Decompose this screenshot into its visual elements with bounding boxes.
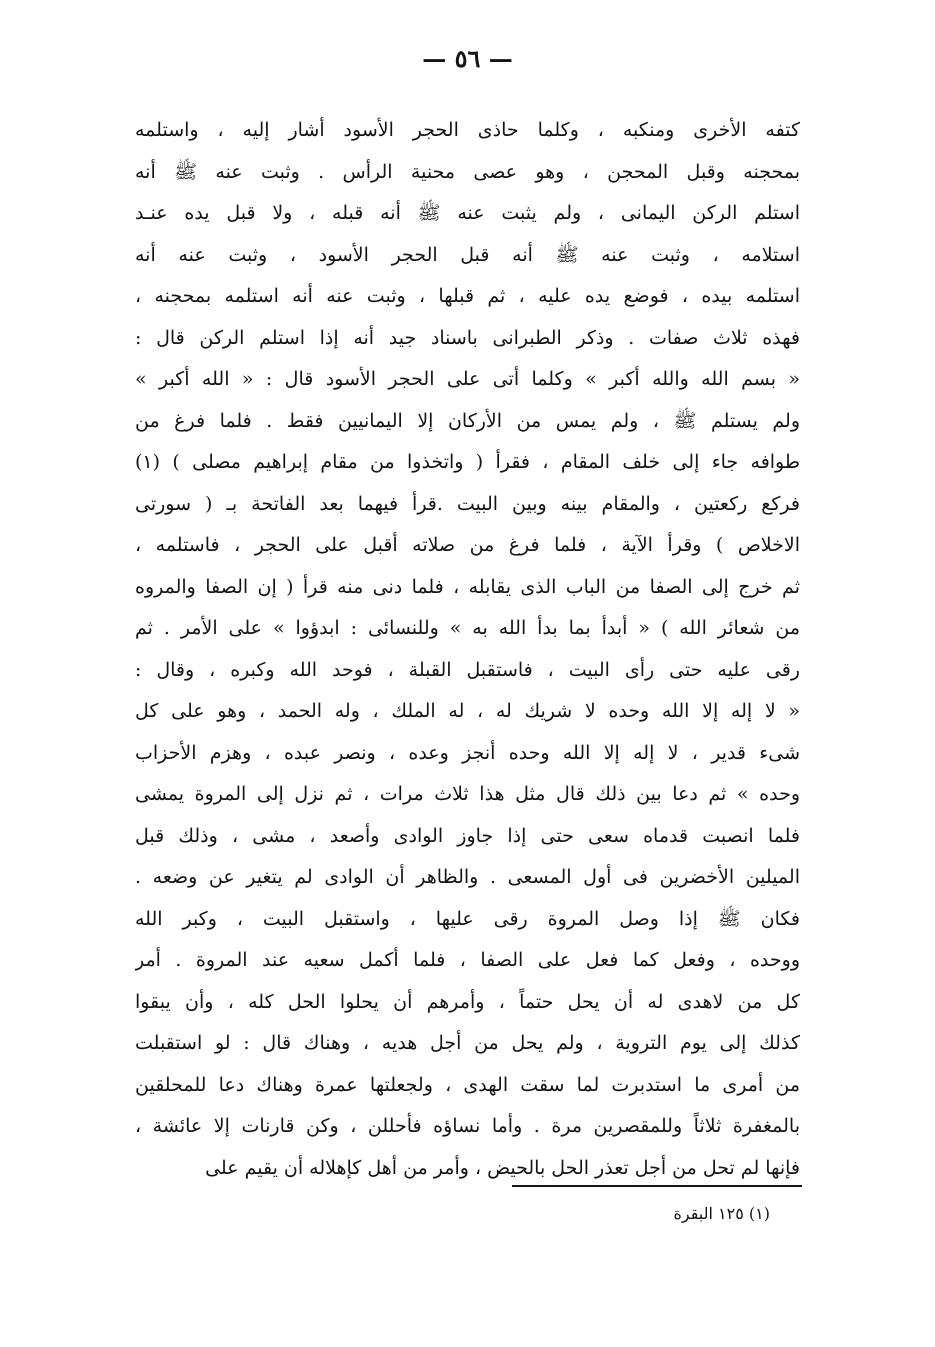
text-line: رقى عليه حتى رأى البيت ، فاستقبل القبلة ، فوحد الله وكبره ، وقال : (135, 658, 800, 681)
footnote-divider (512, 1185, 802, 1187)
text-line: فإنها لم تحل من أجل تعذر الحل بالحيض ، وأمر من أهل كإهلاله أن يقيم على (205, 1156, 800, 1179)
text-line: « بسم الله والله أكبر » وكلما أتى على الحجر الأسود قال : « الله أكبر » (135, 368, 800, 390)
text-line: استلامه ، وثبت عنه ﷺ أنه قبل الحجر الأسود ، وثبت عنه أنه (135, 243, 800, 266)
text-line: من شعائر الله ) « أبدأ بما بدأ الله به » وللنسائى : ابدؤوا » على الأمر . ثم (135, 617, 800, 639)
text-line: شىء قدير ، لا إله إلا الله وحده أنجز وعده ، ونصر عبده ، وهزم الأحزاب (135, 741, 800, 764)
text-line: طوافه جاء إلى خلف المقام ، فقرأ ( واتخذوا من مقام إبراهيم مصلى ) (١) (135, 451, 800, 473)
page-number: — ٥٦ — (422, 44, 513, 73)
text-line: « لا إله إلا الله وحده لا شريك له ، له الملك ، وله الحمد ، وهو على كل (135, 700, 800, 722)
text-line: فكان ﷺ إذا وصل المروة رقى عليها ، واستقبل البيت ، وكبر الله (135, 907, 800, 930)
text-line: كل من لاهدى له أن يحل حتماً ، وأمرهم أن يحلوا الحل كله ، وأن يبقوا (135, 990, 800, 1013)
text-line: ثم خرج إلى الصفا من الباب الذى يقابله ، فلما دنى منه قرأ ( إن الصفا والمروه (135, 575, 800, 598)
body-text (135, 110, 800, 1189)
text-line: ووحده ، وفعل كما فعل على الصفا ، فلما أكمل سعيه عند المروة . أمر (135, 949, 800, 971)
text-line: بمحجنه وقبل المحجن ، وهو عصى محنية الرأس . وثبت عنه ﷺ أنه (135, 160, 800, 183)
text-line: الميلين الأخضرين فى أول المسعى . والظاهر أن الوادى لم يتغير عن وضعه . (135, 866, 800, 888)
text-line: الاخلاص ) وقرأ الآية ، فلما فرغ من صلاته أقبل على الحجر ، فاستلمه ، (135, 534, 800, 556)
text-line: فركع ركعتين ، والمقام بينه وبين البيت .قرأ فيهما بعد الفاتحة بـ ( سورتى (135, 492, 800, 515)
text-line: فهذه ثلاث صفات . وذكر الطبرانى باسناد جيد أنه إذا استلم الركن قال : (135, 326, 800, 349)
text-line: استلم الركن اليمانى ، ولم يثبت عنه ﷺ أنه قبله ، ولا قبل يده عنـد (135, 202, 800, 224)
text-line: كذلك إلى يوم التروية ، ولم يحل من أجل هديه ، وهناك قال : لو استقبلت (135, 1032, 800, 1054)
footnote: (١) ١٢٥ البقرة (673, 1204, 770, 1223)
text-line: كتفه الأخرى ومنكبه ، وكلما حاذى الحجر الأسود أشار إليه ، واستلمه (135, 119, 800, 141)
text-line: بالمغفرة ثلاثاً وللمقصرين مرة . وأما نساؤه فأحللن ، وكن قارنات إلا عائشة ، (135, 1115, 800, 1137)
text-line: استلمه بيده ، فوضع يده عليه ، ثم قبلها ، وثبت عنه أنه استلمه بمحجنه ، (135, 285, 800, 307)
text-line: من أمرى ما استدبرت لما سقت الهدى ، ولجعلتها عمرة وهناك دعا للمحلقين (135, 1073, 800, 1096)
text-line: وحده » ثم دعا بين ذلك قال مثل هذا ثلاث مرات ، ثم نزل إلى المروة يمشى (135, 783, 800, 805)
text-line: فلما انصبت قدماه سعى حتى إذا جاوز الوادى وأصعد ، مشى ، وذلك قبل (135, 824, 800, 847)
text-line: ولم يستلم ﷺ ، ولم يمس من الأركان إلا اليمانيين فقط . فلما فرغ من (135, 409, 800, 432)
